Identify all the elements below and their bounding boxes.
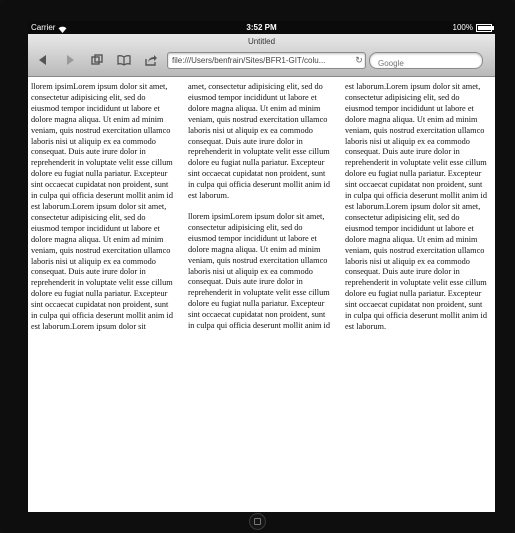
- status-time: 3:52 PM: [246, 23, 277, 32]
- reload-icon[interactable]: ↻: [355, 55, 363, 65]
- forward-arrow-icon: [63, 53, 77, 67]
- battery-percent: 100%: [452, 23, 473, 32]
- battery-fill: [478, 26, 492, 30]
- column-2: [188, 82, 331, 343]
- ipad-screen: [28, 21, 495, 512]
- address-url: file:///Users/benfrain/Sites/BFR1-GIT/colu...: [172, 56, 326, 65]
- search-input[interactable]: [378, 57, 474, 70]
- carrier-label: Carrier: [31, 23, 56, 32]
- tabs-button[interactable]: [88, 52, 106, 68]
- column-2-paragraph-1: amet, consectetur adipisicing elit, sed do eiusmod tempor incididunt ut labore et dolore magna aliqua. Ut enim ad minim veniam, quis nostrud exercitation ullamco laboris nisi ut aliquip ex ea commodo consequat. Duis aute irure dolor in reprehenderit in voluptate velit esse cillum dolore eu fugiat nulla pariatur. Excepteur sint occaecat cupidatat non proident, sunt in culpa qui officia deserunt mollit anim id est laborum.: [188, 82, 331, 201]
- browser-toolbar: [28, 34, 495, 77]
- bookmarks-book-icon: [117, 53, 131, 67]
- search-field[interactable]: [369, 52, 483, 69]
- status-right: [453, 21, 492, 34]
- page-title: Untitled: [247, 37, 276, 46]
- text-columns: [31, 82, 489, 343]
- back-button[interactable]: [34, 52, 52, 68]
- column-1-text: llorem ipsimLorem ipsum dolor sit amet, consectetur adipisicing elit, sed do eiusmod tempor incididunt ut labore et dolore magna aliqua. Ut enim ad minim veniam, quis nostrud exercitation ullamco laboris nisi ut aliquip ex ea commodo consequat. Duis aute irure dolor in reprehenderit in voluptate velit esse cillum dolore eu fugiat nulla pariatur. Excepteur sint occaecat cupidatat non proident, sunt in culpa qui officia deserunt mollit anim id est laborum.Lorem ipsum dolor sit amet, consectetur adipisicing elit, sed do eiusmod tempor incididunt ut labore et dolore magna aliqua. Ut enim ad minim veniam, quis nostrud exercitation ullamco laboris nisi ut aliquip ex ea commodo consequat. Duis aute irure dolor in reprehenderit in voluptate velit esse cillum dolore eu fugiat nulla pariatur. Excepteur sint occaecat cupidatat non proident, sunt in culpa qui officia deserunt mollit anim id est laborum.Lorem ipsum dolor sit: [31, 82, 174, 331]
- share-icon: [144, 53, 158, 67]
- tabs-icon: [90, 53, 104, 67]
- status-bar: [28, 21, 495, 34]
- back-arrow-icon: [36, 53, 50, 67]
- bookmarks-button[interactable]: [115, 52, 133, 68]
- column-3-text: est laborum.Lorem ipsum dolor sit amet, consectetur adipisicing elit, sed do eiusmod tempor incididunt ut labore et dolore magna aliqua. Ut enim ad minim veniam, quis nostrud exercitation ullamco laboris nisi ut aliquip ex ea commodo consequat. Duis aute irure dolor in reprehenderit in voluptate velit esse cillum dolore eu fugiat nulla pariatur. Excepteur sint occaecat cupidatat non proident, sunt in culpa qui officia deserunt mollit anim id est laborum.Lorem ipsum dolor sit amet, consectetur adipisicing elit, sed do eiusmod tempor incididunt ut labore et dolore magna aliqua. Ut enim ad minim veniam, quis nostrud exercitation ullamco laboris nisi ut aliquip ex ea commodo consequat. Duis aute irure dolor in reprehenderit in voluptate velit esse cillum dolore eu fugiat nulla pariatur. Excepteur sint occaecat cupidatat non proident, sunt in culpa qui officia deserunt mollit anim id est laborum.: [345, 82, 488, 331]
- nav-buttons: [34, 51, 169, 69]
- page-content: [28, 77, 495, 512]
- column-2-paragraph-2: llorem ipsimLorem ipsum dolor sit amet, consectetur adipisicing elit, sed do eiusmod tempor incididunt ut labore et dolore magna aliqua. Ut enim ad minim veniam, quis nostrud exercitation ullamco laboris nisi ut aliquip ex ea commodo consequat. Duis aute irure dolor in reprehenderit in voluptate velit esse cillum dolore eu fugiat nulla pariatur. Excepteur sint occaecat cupidatat non proident, sunt in culpa qui officia deserunt mollit anim id: [188, 211, 331, 331]
- home-button[interactable]: [249, 513, 266, 530]
- column-1: [31, 82, 174, 343]
- share-button[interactable]: [142, 52, 160, 68]
- column-3: [345, 82, 488, 343]
- battery-icon: [476, 24, 492, 32]
- forward-button[interactable]: [61, 52, 79, 68]
- address-bar[interactable]: [167, 52, 366, 69]
